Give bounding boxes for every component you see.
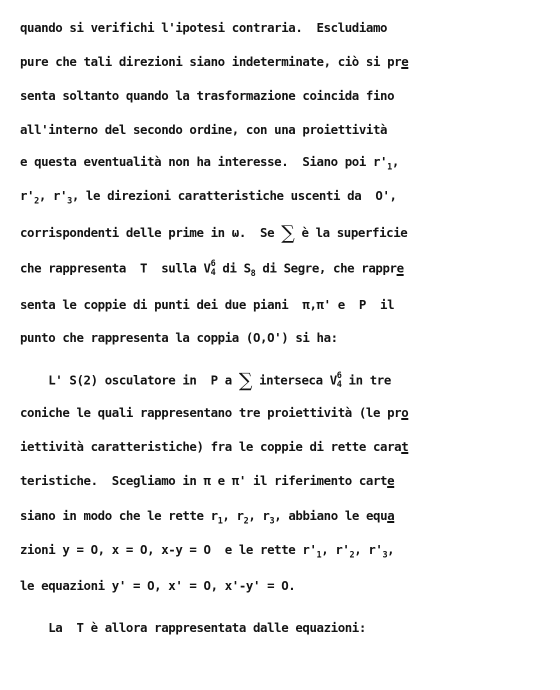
text-line-3: senta soltanto quando la trasformazione coincida fino	[20, 88, 395, 103]
text-line-2-main: pure che tali direzioni siano indeterminate, ciò si pr	[20, 54, 402, 69]
underlined-hyphen-fragment: e	[396, 260, 404, 276]
underlined-hyphen-fragment: e	[387, 473, 395, 488]
summation-symbol: ∑	[281, 222, 295, 244]
text-line-1: quando si verifichi l'ipotesi contraria. Escludiamo	[20, 20, 388, 35]
underlined-hyphen-fragment: o	[401, 405, 409, 420]
text-line-13: iettività caratteristiche) fra le coppie di rette carat	[20, 439, 409, 454]
text-line-8: che rappresenta T sulla V 6 4 di $S_8$ di Segre, che rappre	[20, 259, 404, 279]
underlined-hyphen-fragment: e	[401, 54, 409, 69]
text-line-7: corrispondenti delle prime in ω. Se ∑ è la superficie	[20, 222, 408, 244]
summation-symbol-2: ∑	[238, 369, 253, 392]
text-line-12: coniche le quali rappresentano tre proiettività (le pro	[20, 405, 409, 420]
text-line-4: all'interno del secondo ordine, con una proiettività	[20, 122, 388, 137]
text-line-15: siano in modo che le rette $r_1$, $r_2$, $r_3$, abbiano le equa	[20, 508, 395, 527]
text-line-10: punto che rappresenta la coppia (O,O') si ha:	[20, 330, 338, 345]
text-line-5: e questa eventualità non ha interesse. Siano poi $r'_1$,	[20, 154, 399, 173]
text-line-16: zioni y = O, x = O, x-y = O e le rette $r'_1$, $r'_2$, $r'_3$,	[20, 542, 395, 561]
text-line-17: le equazioni y' = O, x' = O, x'-y' = O.	[20, 578, 296, 593]
text-line-14: teristiche. Scegliamo in π e π' il riferimento carte	[20, 473, 395, 488]
text-line-9: senta le coppie di punti dei due piani π,π' e P il	[20, 297, 395, 312]
underlined-hyphen-fragment: t	[401, 439, 409, 454]
text-line-18: La T è allora rappresentata dalle equazioni:	[20, 620, 366, 635]
underlined-hyphen-fragment: a	[387, 508, 395, 523]
text-line-6: $r'_2$, $r'_3$, le direzioni caratteristiche uscenti da O',	[20, 188, 397, 207]
text-line-2	[20, 54, 408, 70]
text-line-11: L' S(2) osculatore in P a ∑ interseca V 6 4 in tre	[20, 369, 391, 392]
